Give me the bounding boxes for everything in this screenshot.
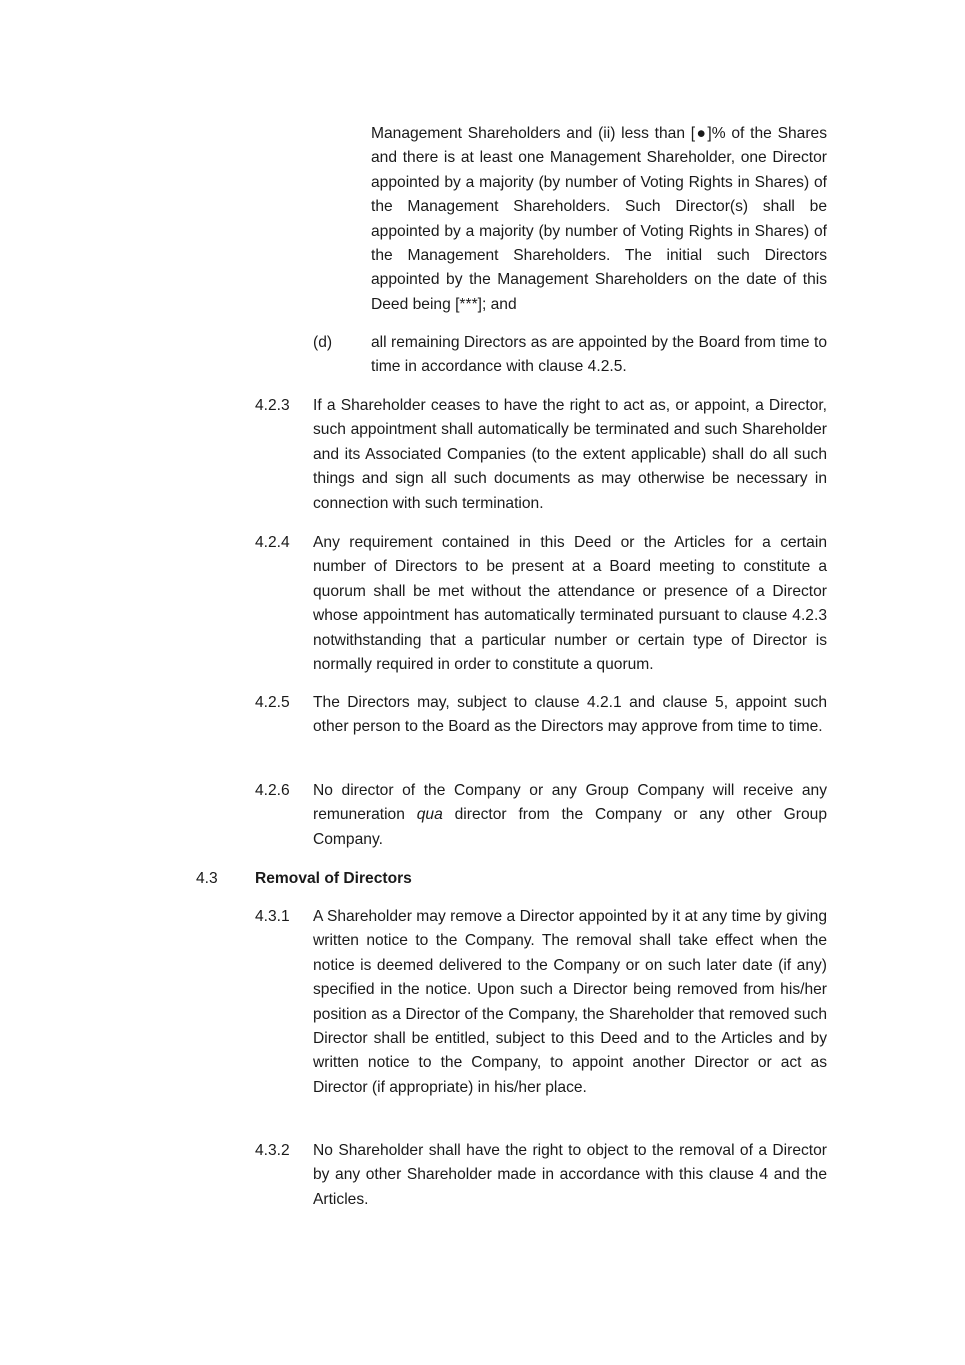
clause-4-2-5-text: The Directors may, subject to clause 4.2.1 and clause 5, appoint such other person to the Board as the Directors may approve from time to time. bbox=[313, 694, 827, 736]
clause-4-2-3-text: If a Shareholder ceases to have the right to act as, or appoint, a Director, such appointment shall automatically be terminated and such Shareholder and its Associated Companies (to the extent applicable) shall do all such things and sign all such documents as may otherwise be necessary in connection with such termination. bbox=[313, 397, 827, 512]
item-d-text: all remaining Directors as are appointed by the Board from time to time in accordance with clause 4.2.5. bbox=[371, 334, 827, 376]
italic-qua: qua bbox=[416, 806, 443, 824]
clause-4-3-1-text: A Shareholder may remove a Director appointed by it at any time by giving written notice to the Company. The removal shall take effect when the notice is deemed delivered to the Company or on such later date (if any) specified in the notice. Upon such a Director being removed from his/her position as a Director of the Company, the Shareholder that removed such Director shall be entitled, subject to this Deed and to the Articles and by written notice to the Company, to appoint another Director or act as Director (if appropriate) in his/her place. bbox=[313, 908, 827, 1096]
clause-4-2-4-number: 4.2.4 bbox=[255, 534, 290, 551]
item-d-label: (d) bbox=[313, 334, 333, 351]
clause-4-3-1-number: 4.3.1 bbox=[255, 908, 290, 925]
clause-4-2-3-number: 4.2.3 bbox=[255, 397, 290, 414]
section-4-3-number: 4.3 bbox=[196, 870, 218, 887]
clause-4-2-6-number: 4.2.6 bbox=[255, 782, 290, 799]
section-4-3-title: Removal of Directors bbox=[255, 870, 412, 887]
clause-4-2-4-text: Any requirement contained in this Deed or the Articles for a certain number of Directors to be present at a Board meeting to constitute a quorum shall be met without the attendance or presence of a Director whose appointment has automatically terminated pursuant to clause 4.2.3 notwithstanding that a particular number or certain type of Director is normally required in order to constitute a quorum. bbox=[313, 534, 827, 674]
clause-4-2-6-text: No director of the Company or any Group Company will receive any remuneration qua director from the Company or any other Group Company. bbox=[313, 782, 827, 848]
clause-4-3-2-number: 4.3.2 bbox=[255, 1142, 290, 1159]
clause-4-3-2-text: No Shareholder shall have the right to object to the removal of a Director by any other Shareholder made in accordance with this clause 4 and the Articles. bbox=[313, 1142, 827, 1208]
continuation-paragraph: Management Shareholders and (ii) less than [●]% of the Shares and there is at least one Management Shareholder, one Director appointed by a majority (by number of Voting Rights in Shares) of the Management Shareholders. Such Director(s) shall be appointed by a majority (by number of Voting Rights in Shares) of the Management Shareholders. The initial such Directors appointed by the Management Shareholders on the date of this Deed being [***]; and bbox=[371, 125, 827, 313]
clause-4-2-5-number: 4.2.5 bbox=[255, 694, 290, 711]
